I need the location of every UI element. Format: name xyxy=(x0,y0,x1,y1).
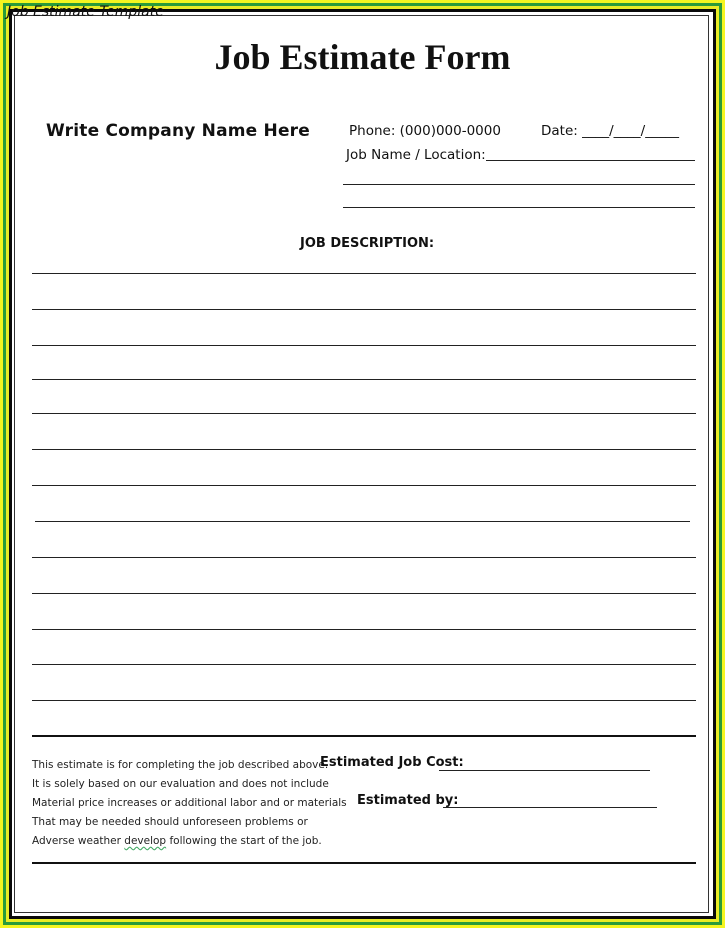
job-name-label: Job Name / Location: xyxy=(346,147,486,163)
description-line[interactable] xyxy=(32,449,696,450)
section-divider xyxy=(32,735,696,737)
estimated-by-input-line[interactable] xyxy=(443,807,657,808)
description-line[interactable] xyxy=(32,379,696,380)
description-line[interactable] xyxy=(32,557,696,558)
description-line[interactable] xyxy=(32,345,696,346)
disclaimer-line: Material price increases or additional labor and or materials xyxy=(32,797,347,809)
description-line[interactable] xyxy=(32,273,696,274)
disclaimer-line: This estimate is for completing the job described above. xyxy=(32,759,329,771)
description-line[interactable] xyxy=(32,593,696,594)
disclaimer-line: That may be needed should unforeseen problems or xyxy=(32,816,308,828)
spellcheck-word: develop xyxy=(124,835,167,847)
description-line[interactable] xyxy=(32,485,696,486)
description-line[interactable] xyxy=(32,413,696,414)
job-name-input-line[interactable] xyxy=(486,160,695,161)
company-name-field[interactable]: Write Company Name Here xyxy=(46,121,310,141)
description-line[interactable] xyxy=(32,664,696,665)
disclaimer-line: It is solely based on our evaluation and does not include xyxy=(32,778,329,790)
location-input-line[interactable] xyxy=(343,184,695,185)
disclaimer-prefix: Adverse weather xyxy=(32,835,125,847)
disclaimer-line xyxy=(32,832,347,851)
description-line[interactable] xyxy=(32,629,696,630)
estimated-by-label: Estimated by: xyxy=(357,793,459,808)
disclaimer-suffix: following the start of the job. xyxy=(166,835,322,847)
bottom-divider xyxy=(32,862,696,864)
phone-field[interactable]: Phone: (000)000-0000 xyxy=(349,123,501,139)
estimated-cost-label: Estimated Job Cost: xyxy=(320,755,464,770)
description-line[interactable] xyxy=(32,309,696,310)
description-line[interactable] xyxy=(32,700,696,701)
location-input-line[interactable] xyxy=(343,207,695,208)
job-description-label: JOB DESCRIPTION: xyxy=(300,236,435,251)
form-title: Job Estimate Form xyxy=(214,37,511,77)
description-line[interactable] xyxy=(35,521,690,522)
estimated-cost-input-line[interactable] xyxy=(439,770,650,771)
disclaimer-text xyxy=(32,756,347,851)
template-label: Job Estimate Template xyxy=(7,4,164,20)
date-field[interactable]: Date: ____/____/_____ xyxy=(541,123,679,139)
